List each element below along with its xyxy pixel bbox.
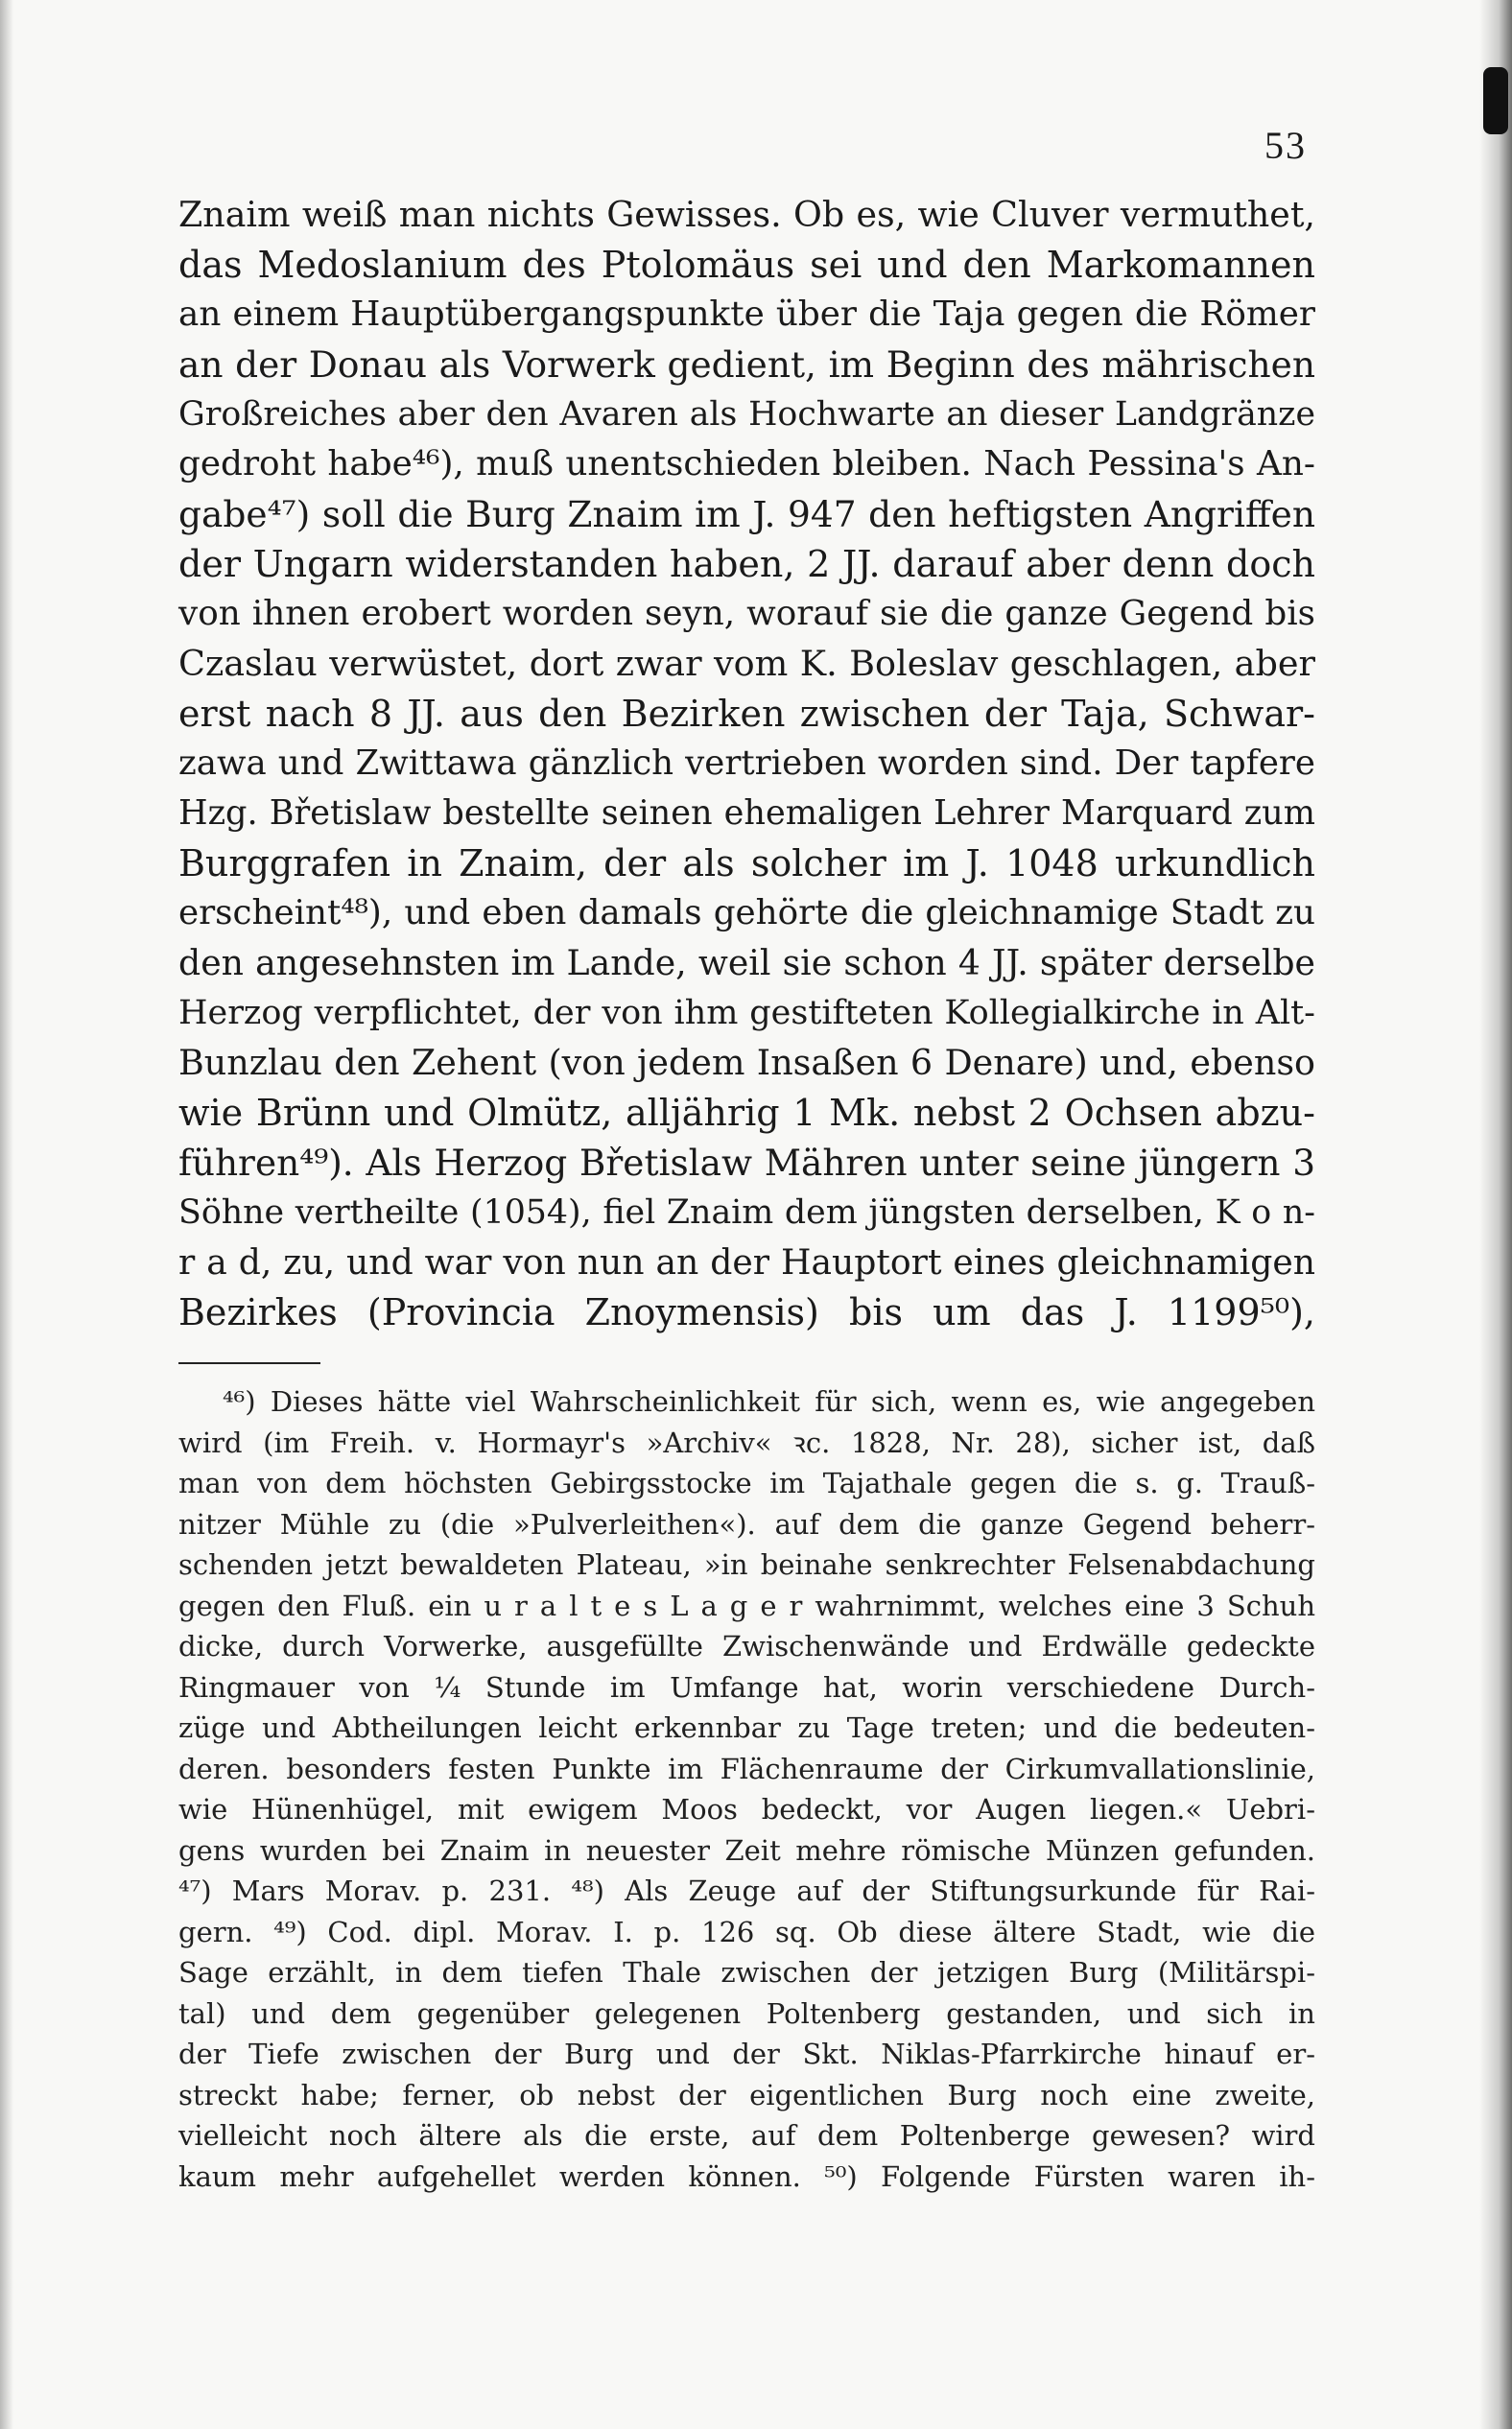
- footnote-line: gegen den Fluß. ein u r a l t e s L a g e r wahrnimmt, welches eine 3 Schuh: [178, 1589, 1315, 1622]
- text-line: Znaim weiß man nichts Gewisses. Ob es, wie Cluver vermuthet,: [178, 194, 1315, 235]
- text-line: den angesehnsten im Lande, weil sie schon 4 JJ. später derselbe: [178, 942, 1315, 983]
- text-line: gabe⁴⁷) soll die Burg Znaim im J. 947 den heftigsten Angriffen: [178, 493, 1315, 535]
- footnote-line: vielleicht noch ältere als die erste, auf dem Poltenberge gewesen? wird: [178, 2119, 1315, 2152]
- footnote-line: Ringmauer von ¼ Stunde im Umfange hat, worin verschiedene Durch-: [178, 1670, 1315, 1704]
- text-line: führen⁴⁹). Als Herzog Břetislaw Mähren unter seine jüngern 3: [178, 1142, 1315, 1184]
- footnote-line: tal) und dem gegenüber gelegenen Poltenberg gestanden, und sich in: [178, 1996, 1315, 2030]
- text-line: der Ungarn widerstanden haben, 2 JJ. darauf aber denn doch: [178, 543, 1315, 585]
- page-edge-shadow: [1479, 0, 1512, 2429]
- ink-blot: [1483, 67, 1508, 134]
- footnote-line: ⁴⁶) Dieses hätte viel Wahrscheinlichkeit für sich, wenn es, wie angegeben: [223, 1385, 1315, 1418]
- footnote-line: wie Hünenhügel, mit ewigem Moos bedeckt, vor Augen liegen.« Uebri-: [178, 1793, 1315, 1826]
- footnote-line: man von dem höchsten Gebirgsstocke im Tajathale gegen die s. g. Trauß-: [178, 1467, 1315, 1499]
- text-line: an einem Hauptübergangspunkte über die Taja gegen die Römer: [178, 295, 1315, 334]
- text-line: von ihnen erobert worden seyn, worauf sie die ganze Gegend bis: [178, 594, 1315, 633]
- page-left-shadow: [0, 0, 13, 2429]
- footnote-line: dicke, durch Vorwerke, ausgefüllte Zwischenwände und Erdwälle gedeckte: [178, 1630, 1315, 1663]
- footnote-line: streckt habe; ferner, ob nebst der eigentlichen Burg noch eine zweite,: [178, 2078, 1315, 2111]
- text-line: das Medoslanium des Ptolomäus sei und den Markomannen: [178, 244, 1315, 286]
- footnote-line: ⁴⁷) Mars Morav. p. 231. ⁴⁸) Als Zeuge auf der Stiftungsurkunde für Rai-: [178, 1875, 1315, 1907]
- text-line: Herzog verpflichtet, der von ihm gestifteten Kollegialkirche in Alt-: [178, 994, 1315, 1032]
- text-line: Czaslau verwüstet, dort zwar vom K. Boleslav geschlagen, aber: [178, 643, 1315, 684]
- text-line: r a d, zu, und war von nun an der Hauptort eines gleichnamigen: [178, 1241, 1315, 1283]
- footnote-line: gern. ⁴⁹) Cod. dipl. Morav. I. p. 126 sq. Ob diese ältere Stadt, wie die: [178, 1915, 1315, 1948]
- text-line: wie Brünn und Olmütz, alljährig 1 Mk. nebst 2 Ochsen abzu-: [178, 1092, 1315, 1134]
- text-line: Großreiches aber den Avaren als Hochwarte an dieser Landgränze: [178, 395, 1315, 434]
- text-line: Bunzlau den Zehent (von jedem Insaßen 6 Denare) und, ebenso: [178, 1042, 1315, 1083]
- footnote-line: züge und Abtheilungen leicht erkennbar zu Tage treten; und die bedeuten-: [178, 1711, 1315, 1744]
- footnote-line: gens wurden bei Znaim in neuester Zeit mehre römische Münzen gefunden.: [178, 1833, 1315, 1867]
- text-line: gedroht habe⁴⁶), muß unentschieden bleiben. Nach Pessina's An-: [178, 444, 1315, 483]
- footnote-line: deren. besonders festen Punkte im Flächenraume der Cirkumvallationslinie,: [178, 1752, 1315, 1785]
- footnote-line: wird (im Freih. v. Hormayr's »Archiv« ꝛc. 1828, Nr. 28), sicher ist, daß: [178, 1426, 1315, 1459]
- footnote-line: Sage erzählt, in dem tiefen Thale zwischen der jetzigen Burg (Militärspi-: [178, 1956, 1315, 1989]
- footnotes: [178, 1381, 1315, 2197]
- text-line: zawa und Zwittawa gänzlich vertrieben worden sind. Der tapfere: [178, 743, 1315, 783]
- footnote-line: der Tiefe zwischen der Burg und der Skt. Niklas-Pfarrkirche hinauf er-: [178, 2038, 1315, 2070]
- text-line: Bezirkes (Provincia Znoymensis) bis um das J. 1199⁵⁰),: [178, 1291, 1315, 1333]
- text-line: Burggrafen in Znaim, der als solcher im J. 1048 urkundlich: [178, 842, 1315, 884]
- text-line: Söhne vertheilte (1054), fiel Znaim dem jüngsten derselben, K o n-: [178, 1193, 1315, 1232]
- page-number: 53: [1264, 124, 1307, 167]
- footnote-line: kaum mehr aufgehellet werden können. ⁵⁰) Folgende Fürsten waren ih-: [178, 2159, 1315, 2193]
- text-line: an der Donau als Vorwerk gedient, im Beginn des mährischen: [178, 343, 1315, 386]
- text-line: erscheint⁴⁸), und eben damals gehörte die gleichnamige Stadt zu: [178, 893, 1315, 932]
- footnote-rule: [178, 1362, 320, 1364]
- text-line: erst nach 8 JJ. aus den Bezirken zwischen der Taja, Schwar-: [178, 693, 1315, 735]
- text-line: Hzg. Břetislaw bestellte seinen ehemaligen Lehrer Marquard zum: [178, 793, 1315, 833]
- main-text: [178, 190, 1315, 1337]
- footnote-line: nitzer Mühle zu (die »Pulverleithen«). auf dem die ganze Gegend beherr-: [178, 1507, 1315, 1541]
- footnote-line: schenden jetzt bewaldeten Plateau, »in beinahe senkrechter Felsenabdachung: [178, 1548, 1315, 1581]
